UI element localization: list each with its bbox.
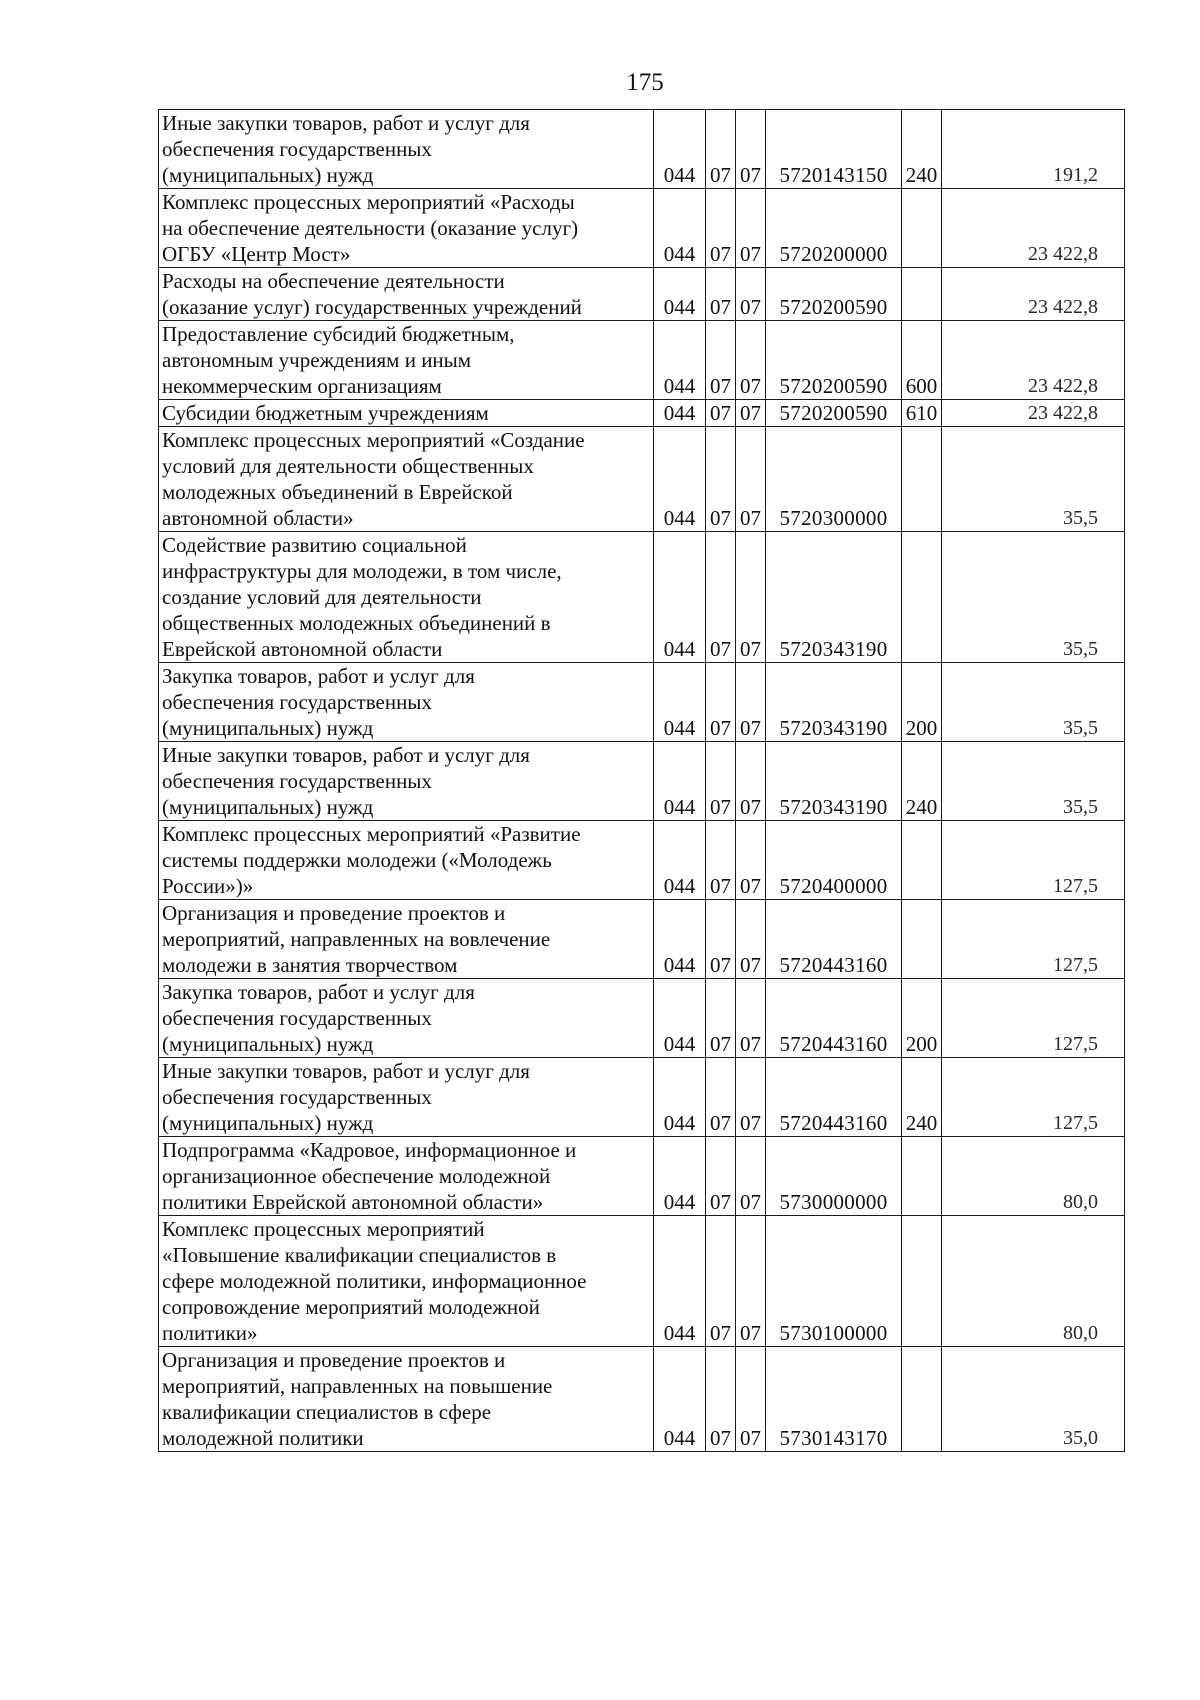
row-subsection-code: 07 [736,268,766,321]
row-target-article: 5720443160 [766,1058,902,1137]
row-name-cell: Содействие развитию социальной инфраструктуры для молодежи, в том числе, создание условий для деятельности общественных молодежных объединений в Еврейской автономной области [159,532,654,663]
table-row [159,1347,1125,1452]
row-section-code: 07 [706,663,736,742]
row-target-article: 5730000000 [766,1137,902,1216]
row-subsection-code: 07 [736,110,766,189]
row-ministry-code: 044 [654,900,706,979]
row-ministry-code: 044 [654,1347,706,1452]
row-expense-type: 200 [902,979,942,1058]
row-ministry-code: 044 [654,532,706,663]
row-subsection-code: 07 [736,1216,766,1347]
table-row [159,1137,1125,1216]
row-section-code: 07 [706,1216,736,1347]
row-amount: 35,5 [942,427,1125,532]
row-ministry-code: 044 [654,979,706,1058]
row-ministry-code: 044 [654,268,706,321]
table-row [159,979,1125,1058]
row-section-code: 07 [706,400,736,427]
row-ministry-code: 044 [654,663,706,742]
row-target-article: 5720343190 [766,532,902,663]
row-ministry-code: 044 [654,1137,706,1216]
row-amount: 127,5 [942,1058,1125,1137]
table-body [159,110,1125,1452]
row-name-cell: Иные закупки товаров, работ и услуг для обеспечения государственных (муниципальных) нужд [159,1058,654,1137]
table-row [159,400,1125,427]
table-row [159,427,1125,532]
table-row [159,110,1125,189]
row-subsection-code: 07 [736,189,766,268]
row-name-cell: Субсидии бюджетным учреждениям [159,400,654,427]
row-expense-type [902,1137,942,1216]
row-ministry-code: 044 [654,742,706,821]
row-amount: 191,2 [942,110,1125,189]
row-subsection-code: 07 [736,427,766,532]
row-target-article: 5720200590 [766,400,902,427]
budget-table [158,109,1125,1452]
row-ministry-code: 044 [654,321,706,400]
row-ministry-code: 044 [654,400,706,427]
row-subsection-code: 07 [736,400,766,427]
row-section-code: 07 [706,268,736,321]
table-row [159,663,1125,742]
row-expense-type [902,1347,942,1452]
row-section-code: 07 [706,1137,736,1216]
row-name-cell: Комплекс процессных мероприятий «Повышение квалификации специалистов в сфере молодежной политики, информационное сопровождение мероприятий молодежной политики» [159,1216,654,1347]
row-section-code: 07 [706,427,736,532]
row-name-cell: Комплекс процессных мероприятий «Развитие системы поддержки молодежи («Молодежь России»)» [159,821,654,900]
row-section-code: 07 [706,532,736,663]
row-name-cell: Комплекс процессных мероприятий «Создание условий для деятельности общественных молодежных объединений в Еврейской автономной области» [159,427,654,532]
row-name-cell: Организация и проведение проектов и мероприятий, направленных на повышение квалификации специалистов в сфере молодежной политики [159,1347,654,1452]
row-subsection-code: 07 [736,979,766,1058]
row-amount: 127,5 [942,979,1125,1058]
row-amount: 80,0 [942,1216,1125,1347]
row-subsection-code: 07 [736,1058,766,1137]
row-expense-type [902,532,942,663]
row-subsection-code: 07 [736,821,766,900]
row-section-code: 07 [706,1058,736,1137]
row-ministry-code: 044 [654,110,706,189]
row-target-article: 5720200590 [766,268,902,321]
row-expense-type [902,900,942,979]
row-section-code: 07 [706,979,736,1058]
row-section-code: 07 [706,189,736,268]
row-subsection-code: 07 [736,742,766,821]
row-target-article: 5720400000 [766,821,902,900]
row-amount: 127,5 [942,900,1125,979]
row-target-article: 5730100000 [766,1216,902,1347]
table-row [159,821,1125,900]
row-target-article: 5720343190 [766,663,902,742]
table-row [159,742,1125,821]
row-expense-type [902,427,942,532]
row-expense-type: 240 [902,110,942,189]
row-name-cell: Закупка товаров, работ и услуг для обеспечения государственных (муниципальных) нужд [159,663,654,742]
table-row [159,900,1125,979]
row-amount: 35,5 [942,663,1125,742]
row-target-article: 5720143150 [766,110,902,189]
row-amount: 35,0 [942,1347,1125,1452]
row-amount: 127,5 [942,821,1125,900]
row-expense-type: 610 [902,400,942,427]
row-subsection-code: 07 [736,1347,766,1452]
row-amount: 23 422,8 [942,400,1125,427]
row-expense-type [902,821,942,900]
row-section-code: 07 [706,900,736,979]
row-name-cell: Иные закупки товаров, работ и услуг для обеспечения государственных (муниципальных) нужд [159,110,654,189]
row-amount: 23 422,8 [942,268,1125,321]
row-expense-type [902,189,942,268]
row-expense-type: 240 [902,742,942,821]
row-ministry-code: 044 [654,1058,706,1137]
row-target-article: 5720443160 [766,900,902,979]
row-subsection-code: 07 [736,532,766,663]
row-amount: 80,0 [942,1137,1125,1216]
row-amount: 35,5 [942,532,1125,663]
row-subsection-code: 07 [736,321,766,400]
table-row [159,321,1125,400]
row-target-article: 5720443160 [766,979,902,1058]
table-row [159,1216,1125,1347]
table-row [159,268,1125,321]
row-target-article: 5730143170 [766,1347,902,1452]
row-section-code: 07 [706,821,736,900]
row-target-article: 5720200590 [766,321,902,400]
row-name-cell: Предоставление субсидий бюджетным, автономным учреждениям и иным некоммерческим организациям [159,321,654,400]
row-expense-type [902,1216,942,1347]
row-subsection-code: 07 [736,1137,766,1216]
row-name-cell: Закупка товаров, работ и услуг для обеспечения государственных (муниципальных) нужд [159,979,654,1058]
row-expense-type: 240 [902,1058,942,1137]
row-amount: 35,5 [942,742,1125,821]
row-section-code: 07 [706,742,736,821]
table-row [159,189,1125,268]
row-amount: 23 422,8 [942,189,1125,268]
row-name-cell: Организация и проведение проектов и мероприятий, направленных на вовлечение молодежи в занятия творчеством [159,900,654,979]
page-number: 175 [626,69,664,96]
row-name-cell: Расходы на обеспечение деятельности (оказание услуг) государственных учреждений [159,268,654,321]
row-subsection-code: 07 [736,663,766,742]
row-expense-type: 600 [902,321,942,400]
row-expense-type [902,268,942,321]
row-target-article: 5720343190 [766,742,902,821]
row-name-cell: Подпрограмма «Кадровое, информационное и организационное обеспечение молодежной политики Еврейской автономной области» [159,1137,654,1216]
row-section-code: 07 [706,110,736,189]
table-row [159,532,1125,663]
row-ministry-code: 044 [654,427,706,532]
row-section-code: 07 [706,321,736,400]
row-target-article: 5720300000 [766,427,902,532]
table-row [159,1058,1125,1137]
row-ministry-code: 044 [654,821,706,900]
row-ministry-code: 044 [654,189,706,268]
row-target-article: 5720200000 [766,189,902,268]
row-name-cell: Иные закупки товаров, работ и услуг для обеспечения государственных (муниципальных) нужд [159,742,654,821]
row-amount: 23 422,8 [942,321,1125,400]
row-ministry-code: 044 [654,1216,706,1347]
row-expense-type: 200 [902,663,942,742]
row-subsection-code: 07 [736,900,766,979]
row-section-code: 07 [706,1347,736,1452]
row-name-cell: Комплекс процессных мероприятий «Расходы на обеспечение деятельности (оказание услуг) ОГБУ «Центр Мост» [159,189,654,268]
